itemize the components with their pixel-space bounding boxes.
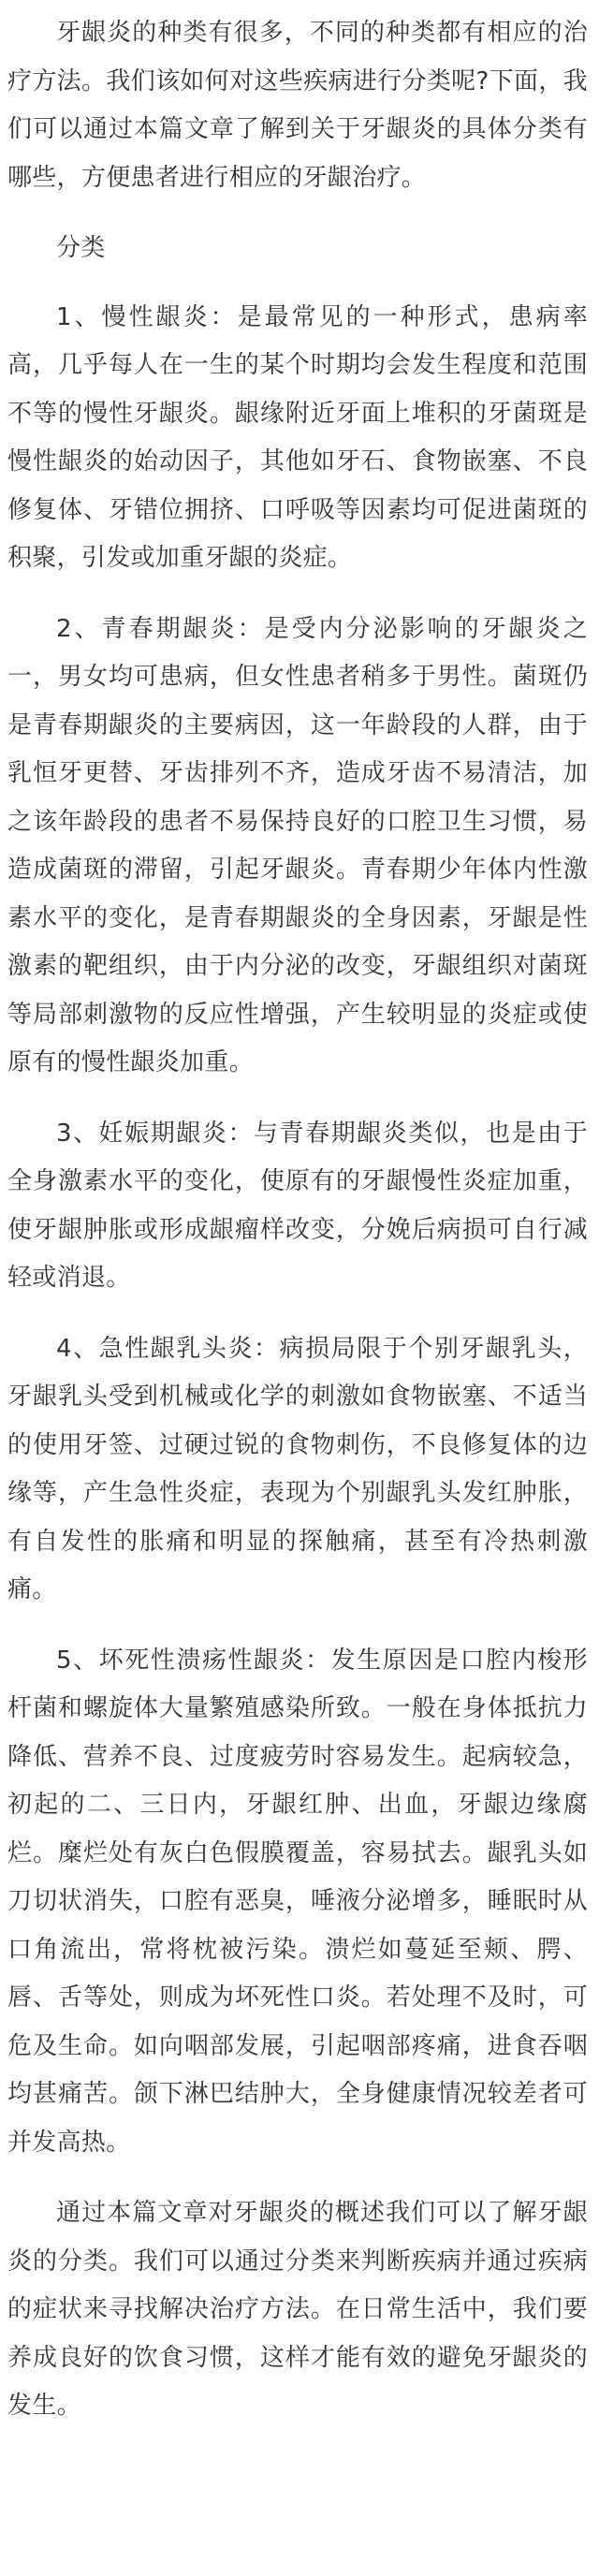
- puberty-gingivitis-paragraph: 2、青春期龈炎：是受内分泌影响的牙龈炎之一，男女均可患病，但女性患者稍多于男性。菌斑仍是青春期龈炎的主要病因，这一年龄段的人群，由于乳恒牙更替、牙齿排列不齐，造成牙齿不易清洁，加之该年龄段的患者不易保持良好的口腔卫生习惯，易造成菌斑的滞留，引起牙龈炎。青春期少年体内性激素水平的变化，是青春期龈炎的全身因素，牙龈是性激素的靶组织，由于内分泌的改变，牙龈组织对菌斑等局部刺激物的反应性增强，产生较明显的炎症或使原有的慢性龈炎加重。: [7, 614, 588, 1076]
- section-heading: 分类: [56, 234, 106, 262]
- intro-paragraph: 牙龈炎的种类有很多，不同的种类都有相应的治疗方法。我们该如何对这些疾病进行分类呢?下面，我们可以通过本篇文章了解到关于牙龈炎的具体分类有哪些，方便患者进行相应的牙龈治疗。: [7, 19, 588, 192]
- conclusion-paragraph: 通过本篇文章对牙龈炎的概述我们可以了解牙龈炎的分类。我们可以通过分类来判断疾病并通过疾病的症状来寻找解决治疗方法。在日常生活中，我们要养成良好的饮食习惯，这样才能有效的避免牙龈炎的发生。: [7, 2199, 588, 2420]
- chronic-gingivitis-paragraph: 1、慢性龈炎：是最常见的一种形式，患病率高，几乎每人在一生的某个时期均会发生程度和范围不等的慢性牙龈炎。龈缘附近牙面上堆积的牙菌斑是慢性龈炎的始动因子，其他如牙石、食物嵌塞、不良修复体、牙错位拥挤、口呼吸等因素均可促进菌斑的积聚，引发或加重牙龈的炎症。: [7, 302, 588, 572]
- necrotizing-gingivitis-paragraph: 5、坏死性溃疡性龈炎：发生原因是口腔内梭形杆菌和螺旋体大量繁殖感染所致。一般在身体抵抗力降低、营养不良、过度疲劳时容易发生。起病较急，初起的二、三日内，牙龈红肿、出血，牙龈边缘腐烂。糜烂处有灰白色假膜覆盖，容易拭去。龈乳头如刀切状消失，口腔有恶臭，唾液分泌增多，睡眠时从口角流出，常将枕被污染。溃烂如蔓延至颊、腭、唇、舌等处，则成为坏死性口炎。若处理不及时，可危及生命。如向咽部发展，引起咽部疼痛，进食吞咽均甚痛苦。颌下淋巴结肿大，全身健康情况较差者可并发高热。: [7, 1646, 588, 2157]
- pregnancy-gingivitis-paragraph: 3、妊娠期龈炎：与青春期龈炎类似，也是由于全身激素水平的变化，使原有的牙龈慢性炎症加重，使牙龈肿胀或形成龈瘤样改变，分娩后病损可自行减轻或消退。: [7, 1119, 588, 1292]
- papillitis-paragraph: 4、急性龈乳头炎：病损局限于个别牙龈乳头，牙龈乳头受到机械或化学的刺激如食物嵌塞、不适当的使用牙签、过硬过锐的食物刺伤，不良修复体的边缘等，产生急性炎症，表现为个别龈乳头发红肿胀，有自发性的胀痛和明显的探触痛，甚至有冷热刺激痛。: [7, 1334, 588, 1603]
